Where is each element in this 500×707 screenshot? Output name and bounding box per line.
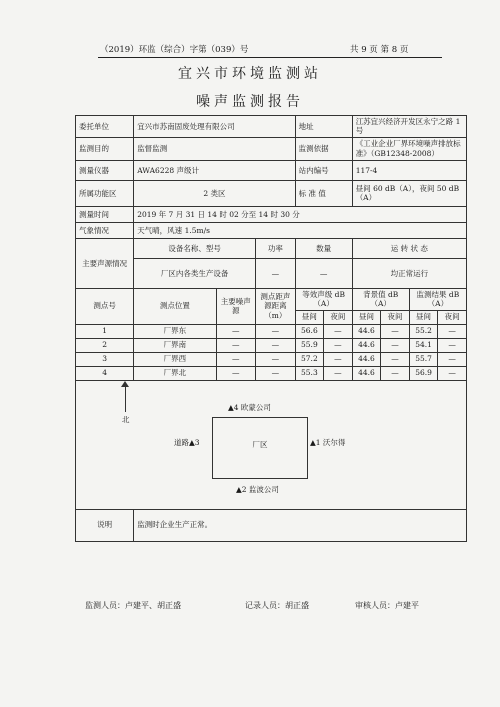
sources-col-device: 设备名称、型号: [134, 238, 256, 258]
doc-number: （2019）环监（综合）字第（039）号: [100, 45, 249, 55]
background-day-header: 昼间: [352, 310, 381, 324]
address-label: 地址: [295, 116, 352, 138]
purpose-value: 监督监测: [134, 137, 295, 160]
standard-label: 标 准 值: [295, 180, 352, 206]
row-bg-night: —: [381, 324, 410, 338]
time-value: 2019 年 7 月 31 日 14 时 02 分至 14 时 30 分: [134, 206, 467, 222]
row-eq-day: 55.3: [295, 366, 324, 380]
measure-col-equiv: 等效声级 dB（A）: [295, 288, 352, 310]
row-res-day: 54.1: [409, 338, 438, 352]
measure-col-result: 监测结果 dB（A）: [409, 288, 466, 310]
report-table: [75, 115, 467, 542]
measure-col-main-source: 主要噪声源: [216, 288, 256, 324]
basis-label: 监测依据: [295, 137, 352, 160]
row-res-night: —: [438, 366, 467, 380]
station-no-value: 117-4: [352, 160, 466, 180]
monitoring-point-4: ▲4 欧蒙公司: [228, 402, 271, 412]
time-label: 测量时间: [76, 206, 134, 222]
row-eq-night: —: [324, 352, 353, 366]
sources-status: 均正常运行: [352, 258, 466, 288]
row-res-night: —: [438, 324, 467, 338]
row-res-night: —: [438, 352, 467, 366]
row-source: —: [216, 324, 256, 338]
station-no-label: 站内编号: [295, 160, 352, 180]
measure-col-position: 测点位置: [134, 288, 216, 324]
site-diagram: [76, 380, 467, 509]
row-no: 4: [76, 366, 134, 380]
client-label: 委托单位: [76, 116, 134, 138]
north-label: 北: [122, 414, 130, 424]
address-value: 江苏宜兴经济开发区永宁之路 1 号: [352, 116, 466, 138]
instrument-value: AWA6228 声级计: [134, 160, 295, 180]
row-res-night: —: [438, 338, 467, 352]
remarks-label: 说明: [76, 509, 134, 541]
monitoring-point-1: ▲1 沃尔得: [310, 437, 346, 447]
row-res-day: 55.2: [409, 324, 438, 338]
org-title: 宜兴市环境监测站: [178, 66, 322, 82]
footer-recorder: 记录人员：胡正盛: [245, 601, 309, 610]
remarks-value: 监测时企业生产正常。: [134, 509, 467, 541]
row-no: 3: [76, 352, 134, 366]
table-row: [76, 324, 467, 338]
weather-label: 气象情况: [76, 222, 134, 238]
measure-col-distance: 测点距声源距离（m）: [256, 288, 296, 324]
table-row: [76, 352, 467, 366]
row-bg-day: 44.6: [352, 366, 381, 380]
row-distance: —: [256, 352, 296, 366]
row-source: —: [216, 338, 256, 352]
row-position: 厂界北: [134, 366, 216, 380]
monitoring-point-3: 道路▲3: [174, 437, 200, 447]
row-no: 1: [76, 324, 134, 338]
row-bg-day: 44.6: [352, 352, 381, 366]
row-bg-night: —: [381, 352, 410, 366]
purpose-label: 监测目的: [76, 137, 134, 160]
result-night-header: 夜间: [438, 310, 467, 324]
page-info: 共 9 页 第 8 页: [350, 45, 409, 55]
equiv-night-header: 夜间: [324, 310, 353, 324]
measure-col-background: 背景值 dB（A）: [352, 288, 409, 310]
background-night-header: 夜间: [381, 310, 410, 324]
sources-section-label: 主要声源情况: [76, 238, 134, 288]
row-distance: —: [256, 366, 296, 380]
row-eq-day: 56.6: [295, 324, 324, 338]
sources-col-status: 运 转 状 态: [352, 238, 466, 258]
header-divider: [98, 57, 442, 58]
measure-col-no: 测点号: [76, 288, 134, 324]
row-position: 厂界南: [134, 338, 216, 352]
footer-reviewer: 审核人员：卢建平: [355, 601, 419, 610]
basis-value: 《工业企业厂界环境噪声排放标准》（GB12348-2008）: [352, 137, 466, 160]
monitoring-point-2: ▲2 监波公司: [236, 484, 279, 494]
row-eq-day: 57.2: [295, 352, 324, 366]
standard-value: 昼间 60 dB（A），夜间 50 dB（A）: [352, 180, 466, 206]
row-eq-night: —: [324, 366, 353, 380]
client-value: 宜兴市苏南固废处理有限公司: [134, 116, 295, 138]
north-arrow-line: [125, 384, 126, 412]
row-res-day: 56.9: [409, 366, 438, 380]
zone-value: 2 类区: [134, 180, 295, 206]
row-source: —: [216, 366, 256, 380]
row-res-day: 55.7: [409, 352, 438, 366]
sources-col-power: 功率: [256, 238, 296, 258]
sources-col-qty: 数量: [295, 238, 352, 258]
row-eq-night: —: [324, 338, 353, 352]
row-bg-night: —: [381, 366, 410, 380]
row-bg-night: —: [381, 338, 410, 352]
result-day-header: 昼间: [409, 310, 438, 324]
row-distance: —: [256, 338, 296, 352]
report-title: 噪声监测报告: [196, 94, 304, 110]
row-distance: —: [256, 324, 296, 338]
footer-monitor: 监测人员：卢建平、胡正盛: [85, 601, 181, 610]
table-row: [76, 366, 467, 380]
weather-value: 天气晴，风速 1.5m/s: [134, 222, 467, 238]
row-position: 厂界西: [134, 352, 216, 366]
row-eq-day: 55.9: [295, 338, 324, 352]
factory-area: [212, 417, 308, 479]
equiv-day-header: 昼间: [295, 310, 324, 324]
row-bg-day: 44.6: [352, 324, 381, 338]
row-position: 厂界东: [134, 324, 216, 338]
table-row: [76, 338, 467, 352]
factory-label: 厂区: [252, 439, 268, 449]
sources-power: —: [256, 258, 296, 288]
row-eq-night: —: [324, 324, 353, 338]
sources-qty: —: [295, 258, 352, 288]
row-bg-day: 44.6: [352, 338, 381, 352]
instrument-label: 测量仪器: [76, 160, 134, 180]
zone-label: 所属功能区: [76, 180, 134, 206]
sources-device: 厂区内各类生产设备: [134, 258, 256, 288]
row-source: —: [216, 352, 256, 366]
row-no: 2: [76, 338, 134, 352]
